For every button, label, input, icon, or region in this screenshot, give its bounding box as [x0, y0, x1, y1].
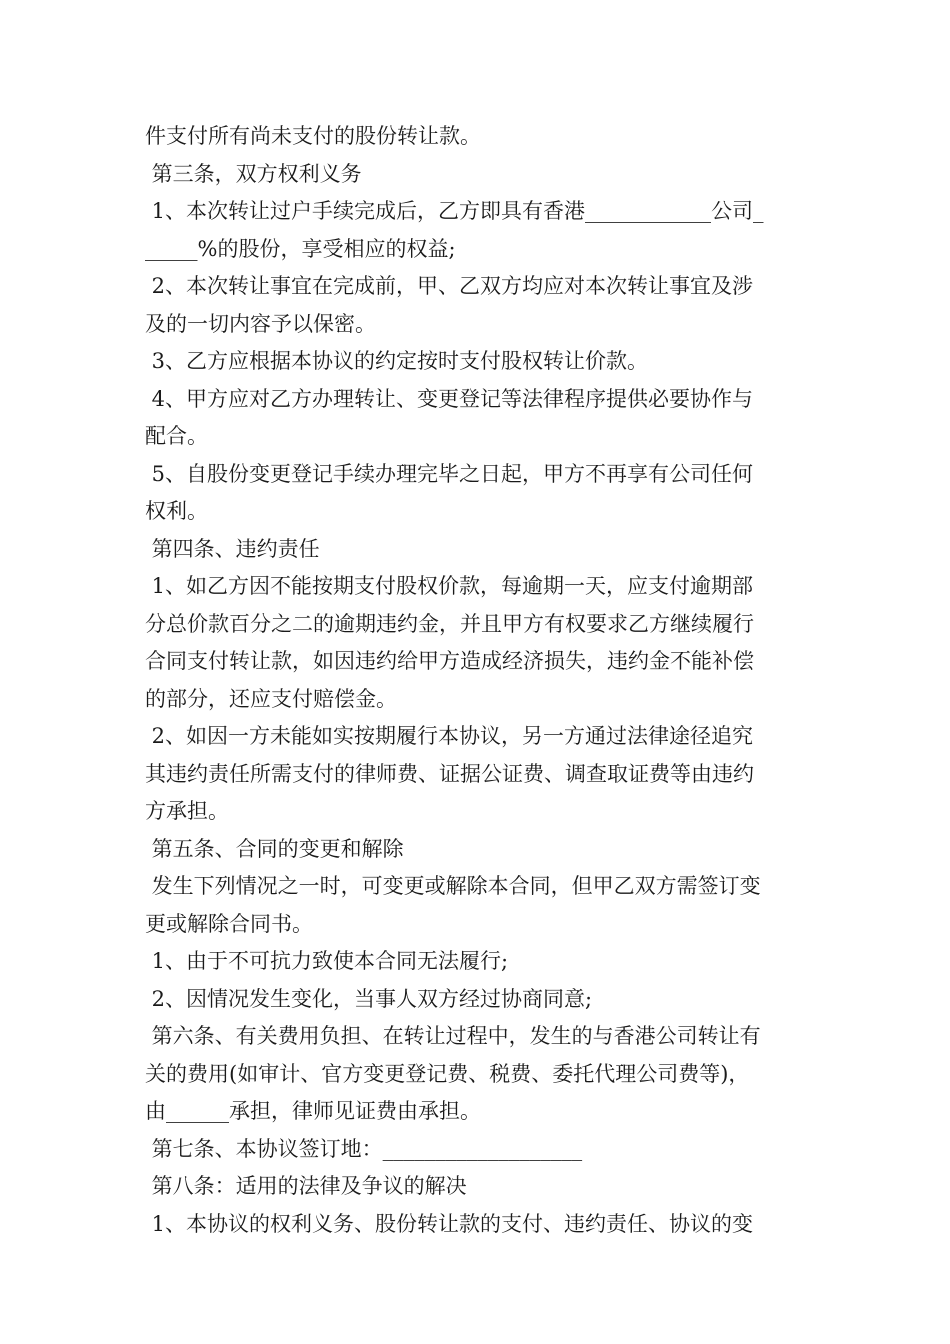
text-line: 配合。	[145, 424, 208, 448]
text-line: 分总价款百分之二的逾期违约金，并且甲方有权要求乙方继续履行	[145, 611, 754, 636]
text-line: 其违约责任所需支付的律师费、证据公证费、调查取证费等由违约	[145, 761, 754, 786]
text-line: 的部分，还应支付赔偿金。	[145, 686, 397, 711]
document-page	[145, 118, 815, 1243]
text-line: 1、本协议的权利义务、股份转让款的支付、违约责任、协议的变	[145, 1211, 754, 1236]
section-heading-article-8: 第八条：适用的法律及争议的解决	[145, 1174, 467, 1198]
text-line: 1、本次转让过户手续完成后，乙方即具有香港____________公司_	[145, 199, 764, 223]
text-line: 合同支付转让款，如因违约给甲方造成经济损失，违约金不能补偿	[145, 649, 754, 673]
text-line: 4、甲方应对乙方办理转让、变更登记等法律程序提供必要协作与	[145, 386, 754, 411]
text-line: 由______承担，律师见证费由承担。	[145, 1099, 481, 1123]
text-line: _____%的股份，享受相应的权益;	[145, 236, 456, 261]
text-line: 发生下列情况之一时，可变更或解除本合同，但甲乙双方需签订变	[145, 874, 761, 898]
text-line: 2、如因一方未能如实按期履行本协议，另一方通过法律途径追究	[145, 724, 754, 748]
section-heading-article-5: 第五条、合同的变更和解除	[145, 836, 404, 861]
text-line: 权利。	[145, 499, 208, 523]
text-line: 5、自股份变更登记手续办理完毕之日起，甲方不再享有公司任何	[145, 461, 754, 486]
section-heading-article-7: 第七条、本协议签订地：___________________	[145, 1136, 583, 1161]
text-line: 1、如乙方因不能按期支付股权价款，每逾期一天，应支付逾期部	[145, 574, 754, 598]
text-line: 及的一切内容予以保密。	[145, 311, 376, 336]
text-line: 3、乙方应根据本协议的约定按时支付股权转让价款。	[145, 349, 649, 373]
section-heading-article-6: 第六条、有关费用负担、在转让过程中，发生的与香港公司转让有	[145, 1024, 761, 1048]
section-heading-article-4: 第四条、违约责任	[145, 536, 320, 561]
section-heading-article-3: 第三条，双方权利义务	[145, 161, 362, 186]
text-line: 关的费用(如审计、官方变更登记费、税费、委托代理公司费等)，	[145, 1061, 750, 1086]
text-line: 件支付所有尚未支付的股份转让款。	[145, 124, 481, 148]
text-line: 方承担。	[145, 799, 229, 823]
text-line: 更或解除合同书。	[145, 911, 313, 936]
text-line: 1、由于不可抗力致使本合同无法履行;	[145, 949, 509, 973]
text-line: 2、本次转让事宜在完成前，甲、乙双方均应对本次转让事宜及涉	[145, 274, 754, 298]
text-line: 2、因情况发生变化，当事人双方经过协商同意;	[145, 986, 593, 1011]
